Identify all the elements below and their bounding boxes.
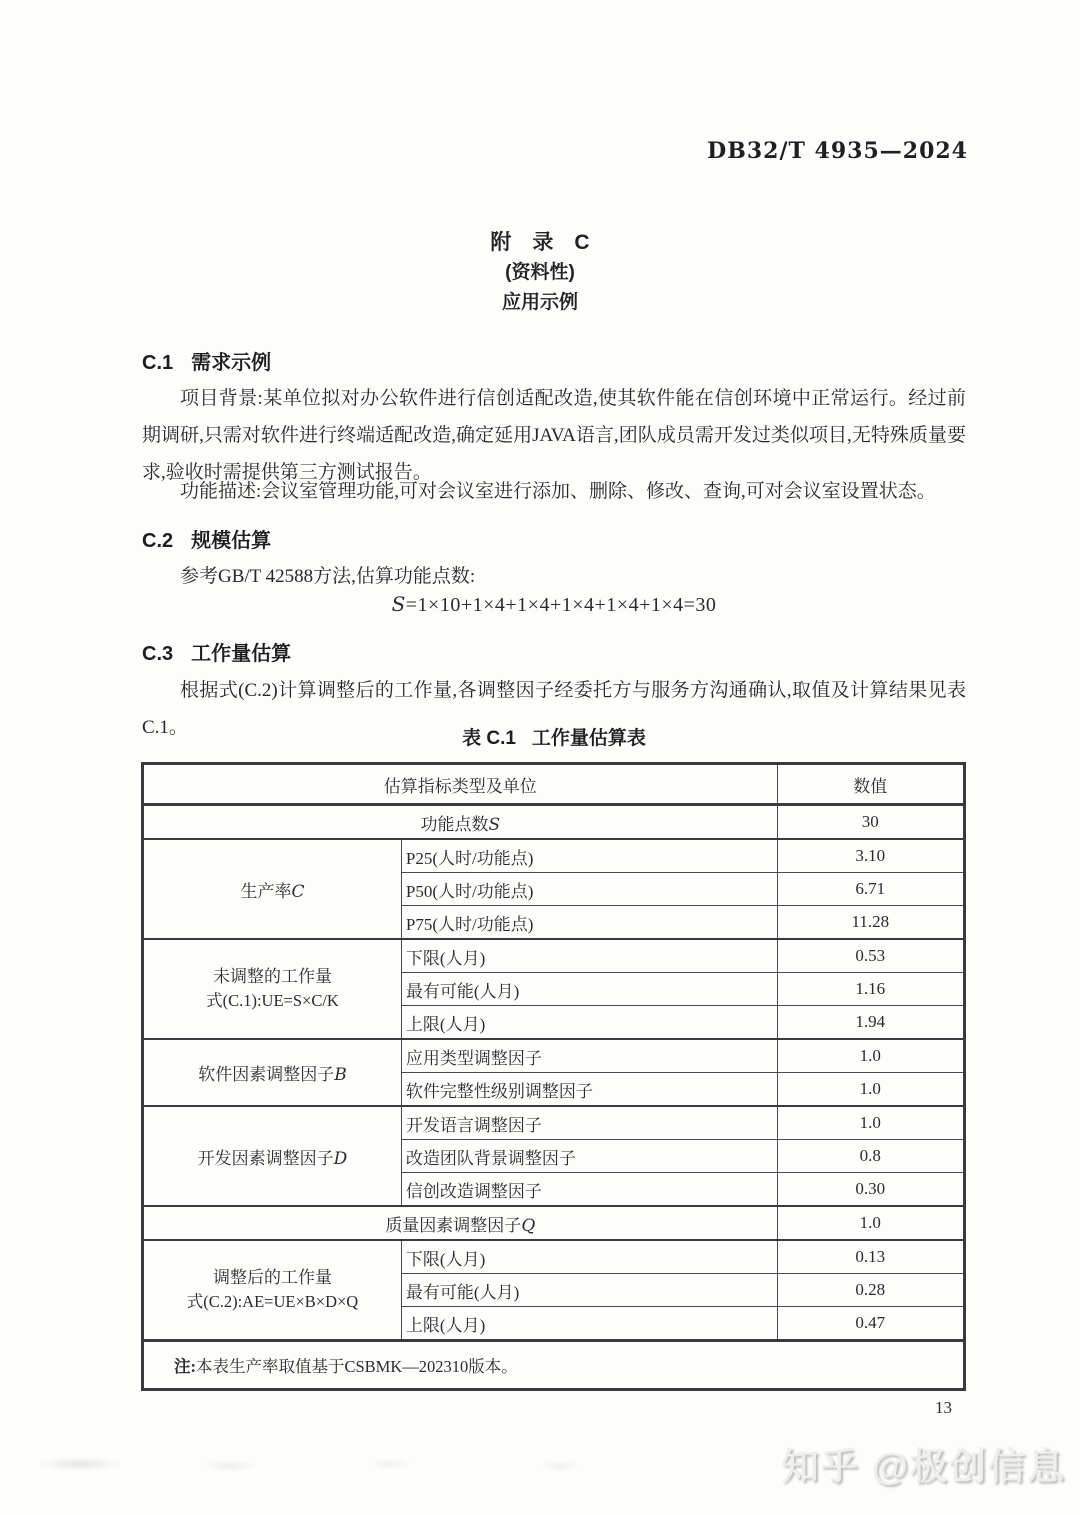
paragraph-function-description: 功能描述:会议室管理功能,可对会议室进行添加、删除、修改、查询,可对会议室设置状态。 xyxy=(180,481,936,502)
value-cell: 1.0 xyxy=(777,1039,964,1073)
note-label: 注: xyxy=(174,1357,196,1376)
item-name-cell: P50(人时/功能点) xyxy=(401,873,777,906)
header-indicator-cell: 估算指标类型及单位 xyxy=(143,764,778,805)
group-label-cell: 未调整的工作量 式(C.1):UE=S×C/K xyxy=(143,939,402,1039)
header-value-cell: 数值 xyxy=(777,764,964,805)
item-name-cell: 改造团队背景调整因子 xyxy=(401,1140,777,1173)
table-note-row xyxy=(143,1341,965,1390)
section-number: C.2 xyxy=(142,530,174,552)
value-cell: 1.0 xyxy=(777,1206,964,1240)
workload-estimation-table xyxy=(141,762,966,1391)
section-title: 工作量估算 xyxy=(191,643,292,665)
group-label-cell: 软件因素调整因子B xyxy=(143,1039,402,1106)
group-label-cell: 调整后的工作量 式(C.2):AE=UE×B×D×Q xyxy=(143,1240,402,1341)
table-row xyxy=(143,1206,965,1240)
formula-body: =1×10+1×4+1×4+1×4+1×4+1×4=30 xyxy=(405,594,717,616)
table-header-row xyxy=(143,764,965,805)
item-name-cell: 下限(人月) xyxy=(401,1240,777,1274)
value-cell: 1.16 xyxy=(777,973,964,1006)
item-name-cell: 上限(人月) xyxy=(401,1006,777,1040)
appendix-title-block xyxy=(0,228,1080,318)
table-row xyxy=(143,1106,965,1140)
table-row xyxy=(143,1240,965,1274)
appendix-subtitle2: 应用示例 xyxy=(501,292,578,313)
section-heading-c3 xyxy=(142,637,966,666)
value-cell: 1.0 xyxy=(777,1106,964,1140)
item-name-cell: 上限(人月) xyxy=(401,1307,777,1341)
value-cell: 11.28 xyxy=(777,906,964,940)
table-note-cell xyxy=(143,1341,965,1390)
value-cell: 6.71 xyxy=(777,873,964,906)
item-name-cell: 最有可能(人月) xyxy=(401,1274,777,1307)
section-heading-c2 xyxy=(142,524,966,553)
value-cell: 0.53 xyxy=(777,939,964,973)
paragraph-project-background: 项目背景:某单位拟对办公软件进行信创适配改造,使其软件能在信创环境中正常运行。经过前期调研,只需对软件进行终端适配改造,确定延用JAVA语言,团队成员需开发过类似项目,无特殊质量要求,验收时需提供第三方测试报告。 xyxy=(142,388,966,483)
value-cell: 0.28 xyxy=(777,1274,964,1307)
section-number: C.3 xyxy=(142,643,174,665)
table-number: 表 C.1 xyxy=(462,728,516,749)
section-title: 需求示例 xyxy=(191,352,272,374)
zhihu-watermark: 知乎 @极创信息 xyxy=(781,1446,1066,1487)
value-cell: 3.10 xyxy=(777,839,964,873)
table-caption xyxy=(142,723,966,750)
section-heading-c1 xyxy=(142,346,966,375)
item-name-cell: P25(人时/功能点) xyxy=(401,839,777,873)
value-cell: 0.8 xyxy=(777,1140,964,1173)
table-row xyxy=(143,939,965,973)
item-name-cell: 应用类型调整因子 xyxy=(401,1039,777,1073)
table-title: 工作量估算表 xyxy=(531,728,646,749)
value-cell: 0.47 xyxy=(777,1307,964,1341)
section-title: 规模估算 xyxy=(191,530,272,552)
group-label-cell: 生产率C xyxy=(143,839,402,939)
value-cell: 1.94 xyxy=(777,1006,964,1040)
item-name-cell: 下限(人月) xyxy=(401,939,777,973)
value-cell: 30 xyxy=(777,805,964,840)
value-cell: 0.30 xyxy=(777,1173,964,1207)
formula-function-points xyxy=(142,592,966,617)
item-name-cell: 开发语言调整因子 xyxy=(401,1106,777,1140)
table-row xyxy=(143,805,965,840)
paragraph-workload-estimation: 根据式(C.2)计算调整后的工作量,各调整因子经委托方与服务方沟通确认,取值及计算结果见表C.1。 xyxy=(142,680,966,738)
value-cell: 1.0 xyxy=(777,1073,964,1107)
scan-artifact xyxy=(0,1448,640,1482)
indicator-cell: 质量因素调整因子Q xyxy=(143,1206,778,1240)
item-name-cell: 软件完整性级别调整因子 xyxy=(401,1073,777,1107)
appendix-title: 附 录 C xyxy=(490,231,590,254)
formula-variable: S xyxy=(391,592,406,616)
standard-number: DB32/T 4935—2024 xyxy=(707,138,968,164)
table-row xyxy=(143,1039,965,1073)
item-name-cell: 最有可能(人月) xyxy=(401,973,777,1006)
group-label-cell: 开发因素调整因子D xyxy=(143,1106,402,1206)
table-row xyxy=(143,839,965,873)
page-number: 13 xyxy=(935,1398,952,1417)
value-cell: 0.13 xyxy=(777,1240,964,1274)
item-name-cell: 信创改造调整因子 xyxy=(401,1173,777,1207)
appendix-subtitle: (资料性) xyxy=(505,262,575,283)
indicator-cell: 功能点数S xyxy=(143,805,778,840)
note-text: 本表生产率取值基于CSBMK—202310版本。 xyxy=(196,1357,518,1376)
section-number: C.1 xyxy=(142,352,174,374)
item-name-cell: P75(人时/功能点) xyxy=(401,906,777,940)
paragraph-scale-estimation: 参考GB/T 42588方法,估算功能点数: xyxy=(180,566,476,587)
